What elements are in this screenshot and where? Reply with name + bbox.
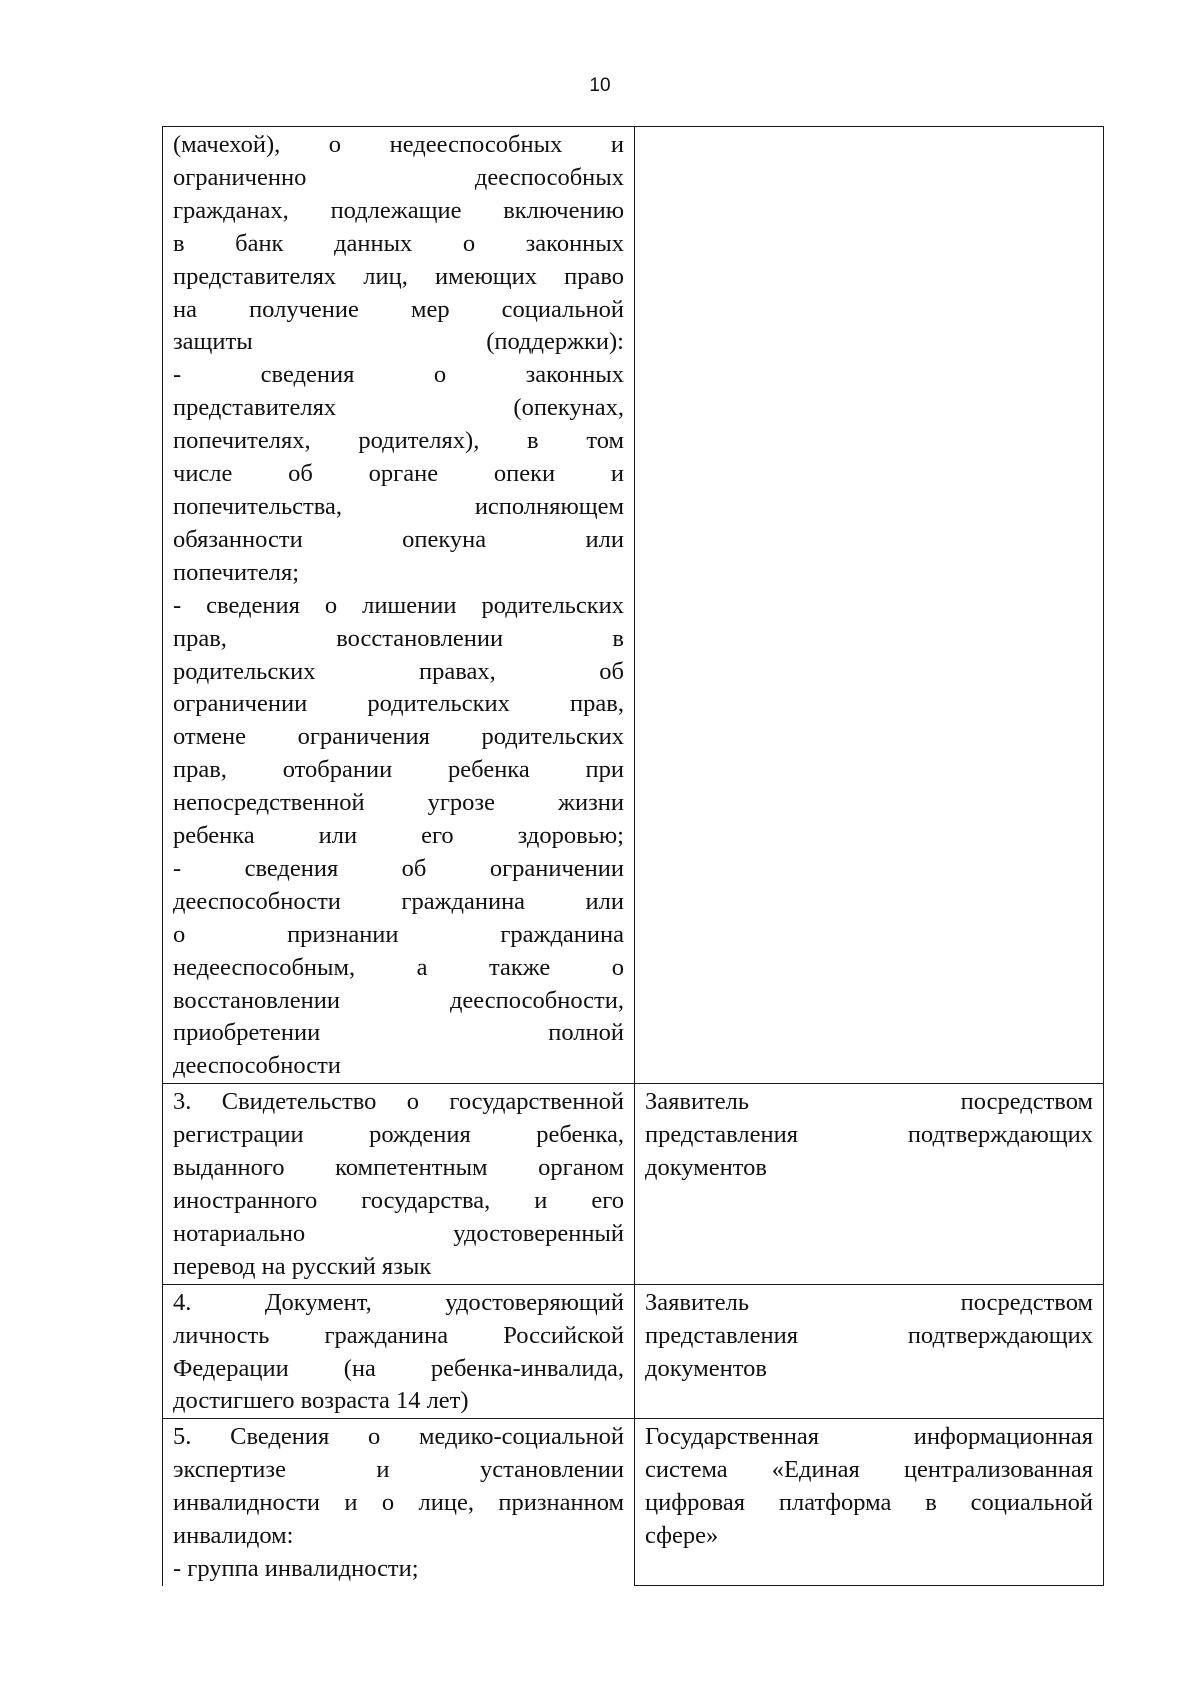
cell-text-line: сфере» [645, 1522, 719, 1550]
cell-text-line: перевод на русский язык [173, 1252, 432, 1280]
table-cell-source [163, 1084, 635, 1284]
cell-text-line: - сведения о законных [173, 361, 624, 389]
cell-text-line: попечителях, родителях), в том [173, 427, 624, 455]
cell-text-line: Заявитель посредством [645, 1288, 1093, 1316]
table-cell-source [163, 1419, 635, 1586]
cell-text-line: достигшего возраста 14 лет) [173, 1387, 469, 1415]
cell-text-line: в банк данных о законных [173, 229, 624, 257]
cell-text-line: защиты (поддержки): [173, 328, 624, 356]
cell-text-line: о признании гражданина [173, 920, 624, 948]
cell-text-line: восстановлении дееспособности, [173, 986, 624, 1014]
services-table [162, 126, 1104, 1586]
cell-text-line: на получение мер социальной [173, 295, 624, 323]
table-row [163, 1284, 1104, 1419]
cell-text-line: - сведения об ограничении [173, 854, 624, 882]
cell-text-line: Федерации (на ребенка-инвалида, [173, 1354, 624, 1382]
cell-text-line: прав, восстановлении в [173, 624, 624, 652]
cell-text-line: отмене ограничения родительских [173, 723, 624, 751]
table-row [163, 127, 1104, 1084]
cell-text-line: система «Единая централизованная [645, 1456, 1093, 1484]
cell-text-line: 3. Свидетельство о государственной [173, 1088, 624, 1116]
cell-text-line: представителях лиц, имеющих право [173, 262, 624, 290]
page-number: 10 [589, 75, 611, 96]
cell-text-line: дееспособности [173, 1052, 341, 1080]
cell-text-line: (мачехой), о недееспособных и [173, 131, 624, 158]
cell-text-line: документов [645, 1154, 767, 1182]
cell-text-line: инвалидности и о лице, признанном [173, 1489, 624, 1517]
table-cell-provider [635, 1084, 1104, 1284]
cell-text-line: попечительства, исполняющем [173, 492, 624, 520]
cell-text-line: личность гражданина Российской [173, 1321, 624, 1349]
cell-text-line: попечителя; [173, 558, 300, 586]
cell-text-line: ребенка или его здоровью; [173, 822, 624, 850]
services-table-body [163, 127, 1104, 1586]
cell-text-line: обязанности опекуна или [173, 525, 624, 553]
cell-text-line: 4. Документ, удостоверяющий [173, 1288, 624, 1316]
cell-text-line: дееспособности гражданина или [173, 887, 624, 915]
table-cell-source [163, 1284, 635, 1419]
cell-text-line: инвалидом: [173, 1522, 294, 1550]
table-row [163, 1419, 1104, 1586]
cell-text-line: выданного компетентным органом [173, 1154, 624, 1182]
cell-text-line: документов [645, 1354, 767, 1382]
cell-text-line: иностранного государства, и его [173, 1187, 624, 1214]
cell-text-line: представителях (опекунах, [173, 394, 624, 422]
cell-text-line: цифровая платформа в социальной [645, 1489, 1093, 1517]
table-cell-provider [635, 1419, 1104, 1586]
cell-text-line: родительских правах, об [173, 657, 624, 685]
cell-text-line: - сведения о лишении родительских [173, 591, 624, 619]
table-cell-provider [635, 127, 1104, 1084]
cell-text-line: гражданах, подлежащие включению [173, 196, 624, 224]
cell-text-line: регистрации рождения ребенка, [173, 1121, 624, 1149]
cell-text-line: недееспособным, а также о [173, 953, 624, 981]
cell-text-line: 5. Сведения о медико-социальной [173, 1423, 624, 1451]
cell-text-line: Заявитель посредством [645, 1088, 1093, 1116]
cell-text-line: представления подтверждающих [645, 1321, 1093, 1349]
cell-text-line: непосредственной угрозе жизни [173, 789, 624, 817]
cell-text-line: Государственная информационная [645, 1423, 1093, 1451]
table-cell-source [163, 127, 635, 1084]
cell-text-line: экспертизе и установлении [173, 1456, 624, 1484]
cell-text-line: приобретении полной [173, 1019, 624, 1047]
cell-text-line: прав, отобрании ребенка при [173, 756, 624, 784]
cell-text-line: числе об органе опеки и [173, 460, 624, 488]
cell-text-line: нотариально удостоверенный [173, 1219, 624, 1247]
cell-text-line: представления подтверждающих [645, 1121, 1093, 1149]
cell-text-line: ограниченно дееспособных [173, 163, 624, 191]
table-row [163, 1084, 1104, 1284]
cell-text-line: ограничении родительских прав, [173, 690, 624, 718]
cell-text-line: - группа инвалидности; [173, 1554, 419, 1582]
table-cell-provider [635, 1284, 1104, 1419]
